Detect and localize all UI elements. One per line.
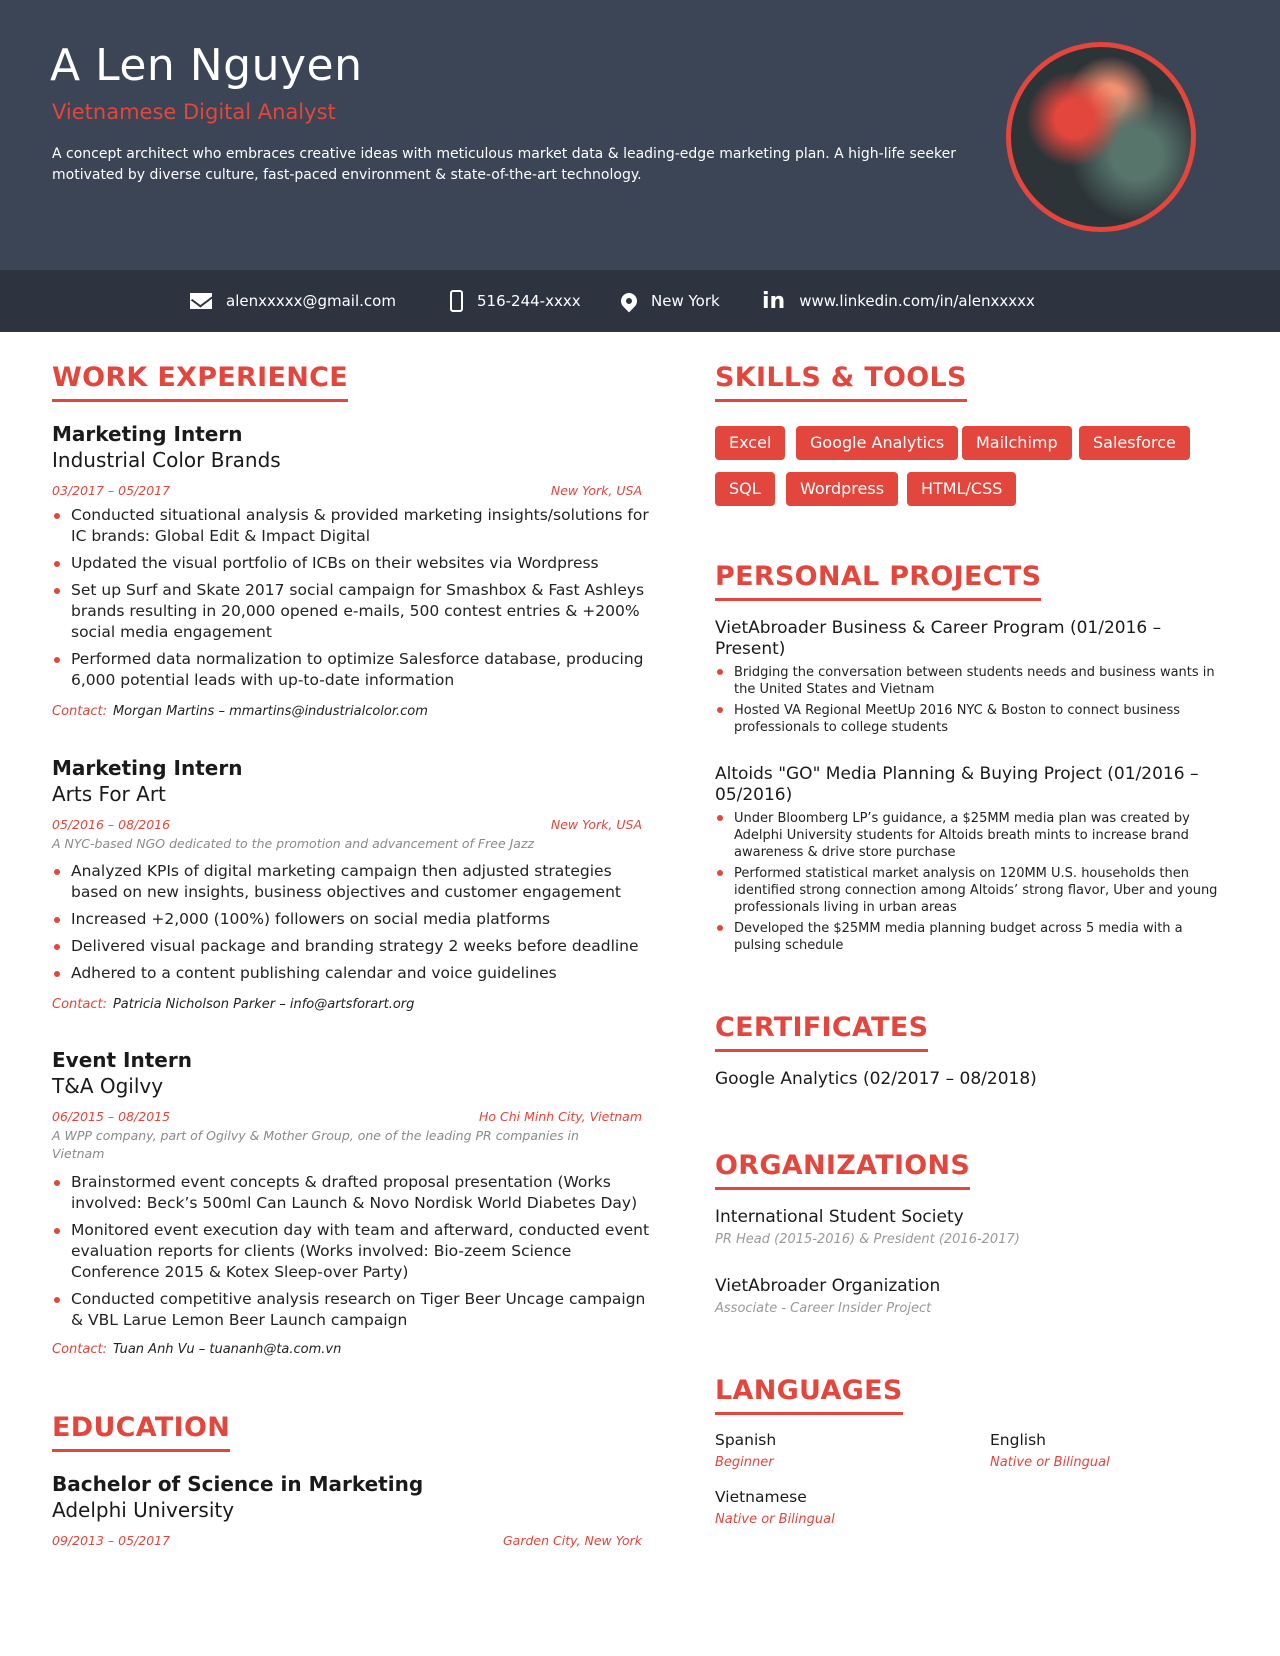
mail-icon <box>190 293 212 309</box>
job-dates: 06/2015 – 08/2015 <box>52 1109 171 1124</box>
job-location: New York, USA <box>550 817 642 832</box>
list-item: Set up Surf and Skate 2017 social campaign for Smashbox & Fast Ashleys brands resulting in 20,000 opened e-mails, 500 contest entries & +200% social media engagement <box>52 580 652 643</box>
resume-header <box>0 0 1280 270</box>
education-location: Garden City, New York <box>502 1533 642 1548</box>
list-item: Increased +2,000 (100%) followers on social media platforms <box>52 909 652 930</box>
job-bullets <box>52 1172 652 1337</box>
project-bullets <box>715 810 1230 958</box>
linkedin-text: www.linkedin.com/in/alenxxxxx <box>799 292 1035 310</box>
candidate-role: Vietnamese Digital Analyst <box>52 100 336 124</box>
language-name: English <box>990 1431 1046 1449</box>
language-name: Vietnamese <box>715 1488 807 1506</box>
organization-role: PR Head (2015-2016) & President (2016-2017) <box>715 1232 1020 1247</box>
school-name: Adelphi University <box>52 1498 235 1522</box>
language-level: Beginner <box>715 1455 774 1470</box>
contact-bar <box>0 270 1280 332</box>
candidate-name: A Len Nguyen <box>50 40 363 91</box>
list-item: Brainstormed event concepts & drafted proposal presentation (Works involved: Beck’s 500ml Can Launch & Novo Nordisk World Diabetes Day) <box>52 1172 652 1214</box>
project-title: VietAbroader Business & Career Program (01/2016 – Present) <box>715 618 1162 659</box>
job-bullets <box>52 505 652 697</box>
job-contact <box>52 1342 341 1357</box>
degree-title: Bachelor of Science in Marketing <box>52 1472 424 1496</box>
language-level: Native or Bilingual <box>715 1512 835 1527</box>
job-location: New York, USA <box>550 483 642 498</box>
contact-value: Tuan Anh Vu – tuananh@ta.com.vn <box>112 1342 342 1357</box>
job-company: Arts For Art <box>52 782 166 806</box>
contact-phone[interactable] <box>450 270 581 332</box>
contact-linkedin[interactable] <box>762 270 1035 332</box>
list-item: Delivered visual package and branding strategy 2 weeks before deadline <box>52 936 652 957</box>
linkedin-icon: in <box>762 288 786 314</box>
list-item: Conducted situational analysis & provided marketing insights/solutions for IC brands: Global Edit & Impact Digital <box>52 505 652 547</box>
organization-name: International Student Society <box>715 1207 964 1227</box>
language-name: Spanish <box>715 1431 777 1449</box>
certificate-item: Google Analytics (02/2017 – 08/2018) <box>715 1069 1037 1089</box>
section-title-education: EDUCATION <box>52 1412 230 1452</box>
contact-location <box>621 270 720 332</box>
language-level: Native or Bilingual <box>990 1455 1110 1470</box>
list-item: Performed data normalization to optimize Salesforce database, producing 6,000 potential leads with up-to-date information <box>52 649 652 691</box>
job-description: A NYC-based NGO dedicated to the promotion and advancement of Free Jazz <box>52 836 535 851</box>
job-company: Industrial Color Brands <box>52 448 281 472</box>
skill-tag: Google Analytics <box>796 426 958 460</box>
organization-role: Associate - Career Insider Project <box>715 1301 932 1316</box>
job-dates: 03/2017 – 05/2017 <box>52 483 171 498</box>
section-title-work: WORK EXPERIENCE <box>52 362 348 402</box>
skill-tag: Wordpress <box>786 472 898 506</box>
skill-tag: Excel <box>715 426 785 460</box>
job-location: Ho Chi Minh City, Vietnam <box>478 1109 642 1124</box>
phone-text: 516-244-xxxx <box>477 292 581 310</box>
contact-email[interactable] <box>190 270 396 332</box>
job-company: T&A Ogilvy <box>52 1074 164 1098</box>
profile-photo <box>1006 42 1196 232</box>
section-title-organizations: ORGANIZATIONS <box>715 1150 970 1190</box>
section-title-languages: LANGUAGES <box>715 1375 903 1415</box>
organization-name: VietAbroader Organization <box>715 1276 941 1296</box>
skill-tag: HTML/CSS <box>907 472 1016 506</box>
phone-icon <box>450 290 463 312</box>
job-contact <box>52 704 428 719</box>
list-item: Conducted competitive analysis research on Tiger Beer Uncage campaign & VBL Larue Lemon Beer Launch campaign <box>52 1289 652 1331</box>
list-item: Developed the $25MM media planning budget across 5 media with a pulsing schedule <box>715 920 1230 954</box>
job-bullets <box>52 861 652 990</box>
list-item: Analyzed KPIs of digital marketing campaign then adjusted strategies based on new insights, business objectives and customer engagement <box>52 861 652 903</box>
list-item: Hosted VA Regional MeetUp 2016 NYC & Boston to connect business professionals to college students <box>715 702 1225 736</box>
location-text: New York <box>651 292 720 310</box>
skill-tag: SQL <box>715 472 775 506</box>
job-title: Event Intern <box>52 1048 192 1072</box>
job-title: Marketing Intern <box>52 756 243 780</box>
location-pin-icon <box>618 290 641 313</box>
summary-text: A concept architect who embraces creative ideas with meticulous market data & leading-edge marketing plan. A high-life seeker motivated by diverse culture, fast-paced environment & state-of-the-art technology. <box>52 146 956 183</box>
education-dates: 09/2013 – 05/2017 <box>52 1533 171 1548</box>
job-dates: 05/2016 – 08/2016 <box>52 817 171 832</box>
skill-tag: Salesforce <box>1079 426 1190 460</box>
skill-tag: Mailchimp <box>962 426 1072 460</box>
contact-value: Patricia Nicholson Parker – info@artsforart.org <box>112 997 415 1012</box>
email-text: alenxxxxx@gmail.com <box>226 292 396 310</box>
section-title-skills: SKILLS & TOOLS <box>715 362 967 402</box>
section-title-certificates: CERTIFICATES <box>715 1012 928 1052</box>
list-item: Performed statistical market analysis on 120MM U.S. households then identified strong connection among Altoids’ strong flavor, Uber and young professionals living in urban areas <box>715 865 1230 916</box>
list-item: Updated the visual portfolio of ICBs on their websites via Wordpress <box>52 553 652 574</box>
section-title-projects: PERSONAL PROJECTS <box>715 561 1041 601</box>
contact-label: Contact: <box>52 704 107 719</box>
project-bullets <box>715 664 1225 740</box>
list-item: Monitored event execution day with team and afterward, conducted event evaluation reports for clients (Works involved: Bio-zeem Science Conference 2015 & Kotex Sleep-over Party) <box>52 1220 652 1283</box>
job-contact <box>52 997 414 1012</box>
list-item: Bridging the conversation between students needs and business wants in the United States and Vietnam <box>715 664 1225 698</box>
contact-label: Contact: <box>52 997 107 1012</box>
list-item: Adhered to a content publishing calendar and voice guidelines <box>52 963 652 984</box>
list-item: Under Bloomberg LP’s guidance, a $25MM media plan was created by Adelphi University students for Altoids breath mints to increase brand awareness & drive store purchase <box>715 810 1230 861</box>
job-title: Marketing Intern <box>52 422 243 446</box>
contact-value: Morgan Martins – mmartins@industrialcolor.com <box>112 704 428 719</box>
contact-label: Contact: <box>52 1342 107 1357</box>
job-description: A WPP company, part of Ogilvy & Mother Group, one of the leading PR companies in Vietnam <box>52 1128 579 1161</box>
project-title: Altoids "GO" Media Planning & Buying Project (01/2016 – 05/2016) <box>715 764 1199 805</box>
